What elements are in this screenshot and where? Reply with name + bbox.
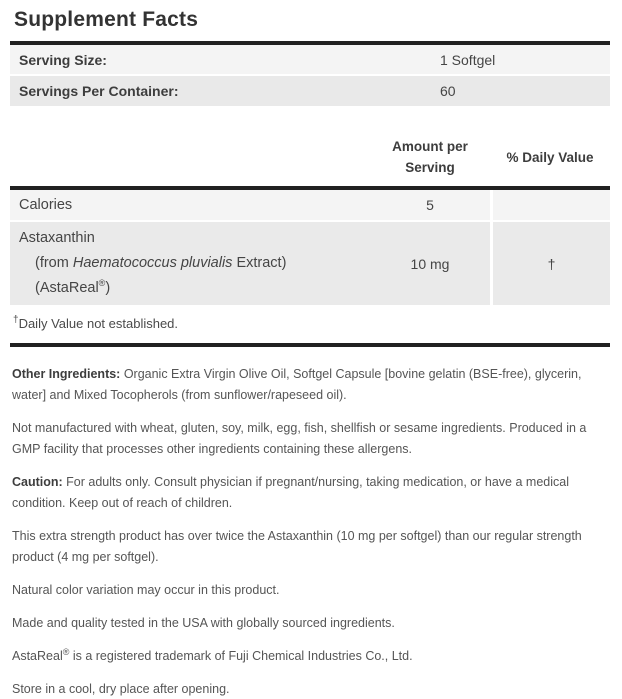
color-variation-paragraph: Natural color variation may occur in this product.: [12, 583, 280, 597]
serving-size-value: 1 Softgel: [440, 51, 496, 68]
calories-amount: 5: [426, 197, 434, 213]
astaxanthin-source: (from Haematococcus pluvialis Extract): [35, 255, 287, 271]
spacer: [10, 106, 610, 128]
nutrition-table: [10, 128, 610, 347]
table-row-astaxanthin: [10, 222, 610, 305]
other-ingredients-paragraph: Other Ingredients: Organic Extra Virgin Olive Oil, Softgel Capsule [bovine gelatin (BSE-free), glycerin, water] and Mixed Tocopherols (from sunflower/rapeseed oil).: [12, 367, 582, 402]
astaxanthin-name: Astaxanthin: [19, 230, 95, 246]
registered-trademark-symbol: ®: [98, 278, 106, 289]
made-in-usa-paragraph: Made and quality tested in the USA with globally sourced ingredients.: [12, 616, 395, 630]
table-row-calories: [10, 190, 610, 220]
calories-name: [10, 190, 370, 220]
trademark-paragraph: AstaReal® is a registered trademark of Fuji Chemical Industries Co., Ltd.: [12, 646, 413, 663]
servings-per-container-label: Servings Per Container:: [19, 83, 179, 99]
panel-content: [0, 7, 622, 699]
page-title: Supplement Facts: [14, 8, 199, 31]
extra-strength-paragraph: This extra strength product has over twice the Astaxanthin (10 mg per softgel) than our regular strength product (4 mg per softgel).: [12, 529, 582, 564]
astaxanthin-name-cell: [10, 222, 370, 305]
serving-info-section: [10, 45, 610, 106]
amount-per-serving-header: Amount per Serving: [392, 139, 468, 175]
registered-trademark-symbol: ®: [62, 646, 70, 657]
storage-paragraph: Store in a cool, dry place after opening.: [12, 682, 230, 696]
serving-size-label: Serving Size:: [19, 51, 107, 68]
daily-value-footnote: †Daily Value not established.: [13, 314, 179, 331]
species-name: Haematococcus pluvialis: [72, 255, 233, 271]
percent-daily-value-header: % Daily Value: [506, 149, 594, 165]
calories-label: Calories: [19, 197, 73, 213]
allergen-paragraph: Not manufactured with wheat, gluten, soy, milk, egg, fish, shellfish or sesame ingredients. Produced in a GMP facility that processes other ingredients containing these allergens.: [12, 421, 587, 456]
info-paragraphs-section: [10, 364, 610, 699]
caution-paragraph: Caution: For adults only. Consult physician if pregnant/nursing, taking medication, or have a medical condition. Keep out of reach of children.: [12, 475, 569, 510]
servings-per-container-row: [10, 76, 610, 106]
divider-thick-bottom: [10, 343, 610, 347]
servings-per-container-value: 60: [440, 83, 456, 99]
calories-daily-value: [490, 190, 610, 220]
serving-size-row: [10, 45, 610, 74]
astaxanthin-amount: 10 mg: [410, 255, 450, 272]
nutrition-table-header: [10, 128, 610, 186]
dagger-symbol: †: [13, 314, 19, 326]
astaxanthin-daily-value: †: [490, 222, 610, 305]
astaxanthin-brand: (AstaReal®): [35, 278, 111, 296]
